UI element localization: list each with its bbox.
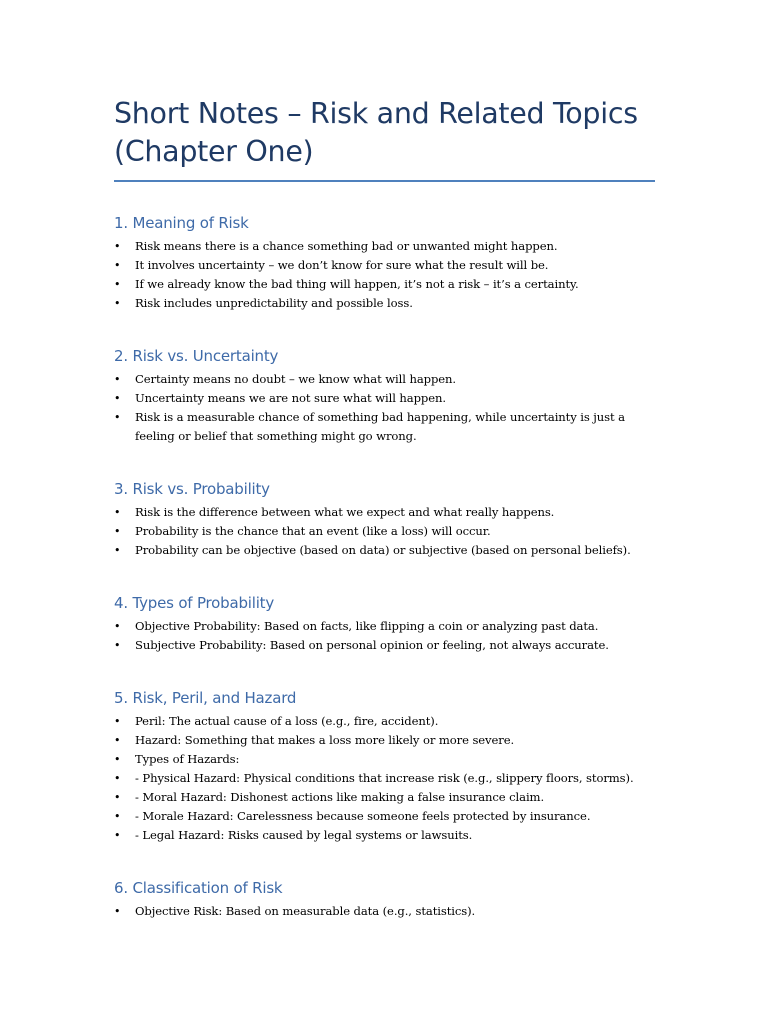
bullet-icon: • <box>114 506 121 519</box>
bullet-icon: • <box>114 259 121 272</box>
list-item-text: Probability is the chance that an event (like a loss) will occur. <box>135 524 491 538</box>
list-item <box>114 503 631 522</box>
list-item <box>114 617 609 636</box>
title-line-1: Short Notes – Risk and Related Topics <box>114 97 638 130</box>
bullet-icon: • <box>114 297 121 310</box>
list-item-text: It involves uncertainty – we don’t know for sure what the result will be. <box>135 258 549 272</box>
list-item <box>114 807 634 826</box>
list-item <box>114 826 634 845</box>
list-item-text: Risk means there is a chance something bad or unwanted might happen. <box>135 239 558 253</box>
section-heading: 2. Risk vs. Uncertainty <box>114 347 279 365</box>
document-title <box>114 0 658 171</box>
list-item-text: Types of Hazards: <box>135 752 240 766</box>
bullet-icon: • <box>114 392 121 405</box>
bullet-icon: • <box>114 620 121 633</box>
section-heading: 5. Risk, Peril, and Hazard <box>114 689 297 707</box>
list-item <box>114 541 631 560</box>
section-classification-of-risk <box>114 878 475 921</box>
list-item <box>114 370 658 389</box>
list-item-text: Peril: The actual cause of a loss (e.g., fire, accident). <box>135 714 439 728</box>
list-item <box>114 237 579 256</box>
bullet-list <box>114 617 609 655</box>
list-item <box>114 636 609 655</box>
list-item-text: Certainty means no doubt – we know what will happen. <box>135 372 456 386</box>
list-item-text: - Moral Hazard: Dishonest actions like making a false insurance claim. <box>135 790 545 804</box>
list-item <box>114 902 475 921</box>
section-heading: 6. Classification of Risk <box>114 879 283 897</box>
list-item-text: Risk is the difference between what we expect and what really happens. <box>135 505 555 519</box>
bullet-list <box>114 370 658 446</box>
bullet-icon: • <box>114 278 121 291</box>
list-item <box>114 294 579 313</box>
bullet-icon: • <box>114 373 121 386</box>
bullet-icon: • <box>114 905 121 918</box>
list-item <box>114 769 634 788</box>
bullet-icon: • <box>114 639 121 652</box>
list-item <box>114 389 658 408</box>
section-meaning-of-risk <box>114 213 579 313</box>
bullet-icon: • <box>114 525 121 538</box>
bullet-list <box>114 902 475 921</box>
list-item-text: Probability can be objective (based on data) or subjective (based on personal beliefs). <box>135 543 631 557</box>
section-types-of-probability <box>114 593 609 655</box>
title-underline <box>114 180 655 182</box>
bullet-icon: • <box>114 829 121 842</box>
list-item <box>114 712 634 731</box>
bullet-icon: • <box>114 734 121 747</box>
list-item-text: Objective Risk: Based on measurable data (e.g., statistics). <box>135 904 476 918</box>
section-risk-peril-hazard <box>114 688 634 845</box>
bullet-list <box>114 712 634 845</box>
bullet-icon: • <box>114 544 121 557</box>
section-heading: 1. Meaning of Risk <box>114 214 249 232</box>
list-item <box>114 750 634 769</box>
list-item-text: Subjective Probability: Based on personal opinion or feeling, not always accurate. <box>135 638 609 652</box>
list-item-text: Hazard: Something that makes a loss more likely or more severe. <box>135 733 515 747</box>
bullet-icon: • <box>114 753 121 766</box>
list-item <box>114 408 658 446</box>
list-item <box>114 731 634 750</box>
list-item-text: Risk is a measurable chance of something bad happening, while uncertainty is just a feeling or belief that something might go wrong. <box>135 410 625 443</box>
bullet-list <box>114 503 631 560</box>
list-item-text: If we already know the bad thing will happen, it’s not a risk – it’s a certainty. <box>135 277 579 291</box>
title-line-2: (Chapter One) <box>114 135 314 168</box>
document-page <box>114 0 658 918</box>
list-item-text: - Morale Hazard: Carelessness because someone feels protected by insurance. <box>135 809 591 823</box>
list-item-text: Uncertainty means we are not sure what will happen. <box>135 391 446 405</box>
bullet-icon: • <box>114 411 121 424</box>
list-item <box>114 275 579 294</box>
list-item-text: - Legal Hazard: Risks caused by legal systems or lawsuits. <box>135 828 473 842</box>
bullet-list <box>114 237 579 313</box>
list-item <box>114 788 634 807</box>
section-heading: 4. Types of Probability <box>114 594 275 612</box>
list-item <box>114 256 579 275</box>
list-item-text: - Physical Hazard: Physical conditions that increase risk (e.g., slippery floors, storms). <box>135 771 634 785</box>
bullet-icon: • <box>114 715 121 728</box>
bullet-icon: • <box>114 772 121 785</box>
section-risk-vs-uncertainty <box>114 346 658 446</box>
bullet-icon: • <box>114 810 121 823</box>
list-item-text: Risk includes unpredictability and possible loss. <box>135 296 413 310</box>
list-item <box>114 522 631 541</box>
list-item-text: Objective Probability: Based on facts, like flipping a coin or analyzing past data. <box>135 619 599 633</box>
bullet-icon: • <box>114 791 121 804</box>
section-risk-vs-probability <box>114 479 631 560</box>
bullet-icon: • <box>114 240 121 253</box>
section-heading: 3. Risk vs. Probability <box>114 480 270 498</box>
